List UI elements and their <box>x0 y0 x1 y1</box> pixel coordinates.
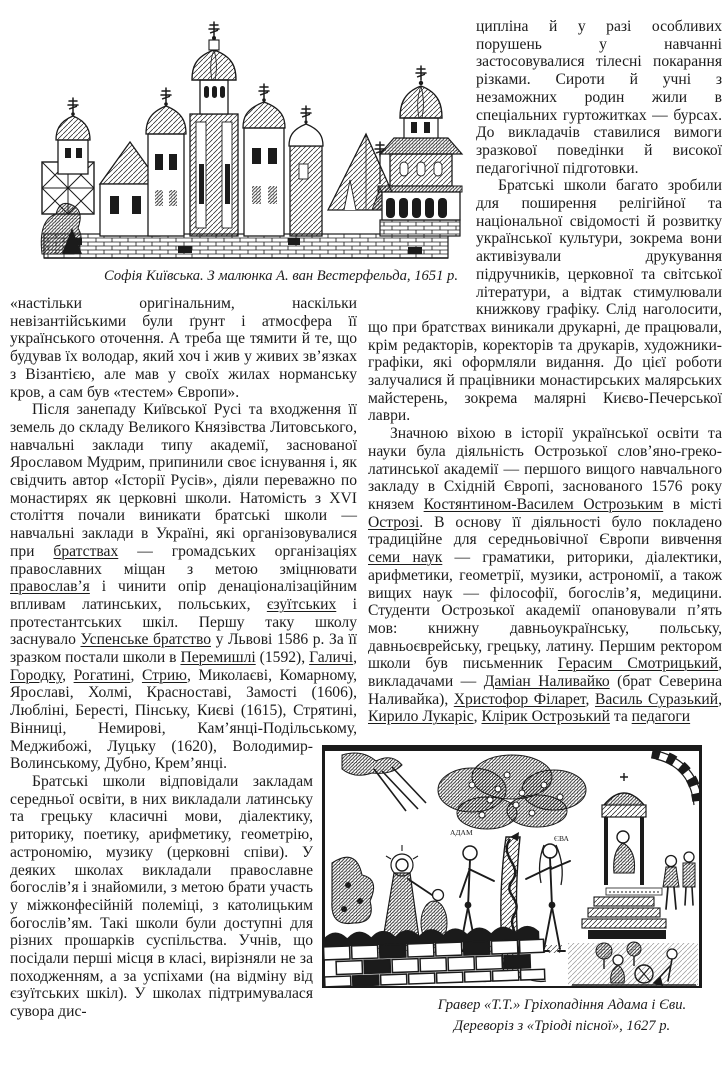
underlined-term: педагоги <box>631 708 691 726</box>
text-run: (1592), <box>255 649 310 667</box>
text-run: — громадських організаціях православних міщан з метою зміцнювати <box>10 542 357 578</box>
underlined-term: Христофор Філарет <box>453 690 586 708</box>
underlined-term: Костянтином-Василем Острозьким <box>423 495 664 513</box>
text-run: — граматики, риторики, діалектики, арифметики, геометрії, музики, астрономії, а також вищих наук — філософії, богослів’я, медицини. Студенти Острозької академії опановували п’ять мов: книжну давньоукраїнську, польську, давньоєврейську, грецьку, латину. Першим ректором школи був письменник <box>368 549 722 673</box>
paragraph <box>10 401 357 773</box>
text-run: і протестантських шкіл. Першу таку школу заснувало <box>10 595 357 649</box>
text-run: Значною віхою в історії української освіти та науки була діяльність Острозької слов’яно-греко-латинської академії — першого вищого навчального закладу в Східній Європі, заснованого 1576 року князем <box>368 425 722 513</box>
underlined-term: Рогатині <box>73 666 131 684</box>
paragraph <box>10 773 357 1021</box>
text-run: , Миколаєві, Комарному, Ярославі, Холмі, Красноставі, Замості (1606), Любліні, Бересті, Пінську, Києві (1615), Стрятині, Вінниці, Немирові, Кам’янці-Подільському, Меджибожі, Луцьку (1620), Володимир-Волинському, Дубно, Крем’янці. <box>10 666 358 773</box>
underlined-term: Городку <box>10 666 63 684</box>
text-run: у Львові 1586 р. За її зразком постали школи в <box>10 631 357 667</box>
text-run: , <box>585 690 595 708</box>
text-run: . В основу її діяльності було покладено традиційне для середньовічної Європи вивчення <box>368 513 722 549</box>
figure-caption-sofia: Софія Київська. З малюнка А. ван Вестерфельда, 1651 р. <box>104 268 458 284</box>
text-run: Після занепаду Київської Русі та входження її земель до складу Великого Князівства Литовського, навчальні заклади типу академії, заснованої Ярославом Мудрим, припинили своє існування і, як свідчить автор «Історії Русів», діяли переважно по монастирях як церковні школи. Натомість з XVI століття почали виникати братські школи — навчальні заклади в Україні, які організовувалися при <box>10 401 357 560</box>
underlined-term: Даміан Наливайко <box>483 673 610 691</box>
text-run: , <box>130 666 142 684</box>
right-text-column <box>368 18 722 758</box>
text-run: та <box>609 708 632 726</box>
underlined-term: єзуїтських <box>266 595 337 613</box>
text-run: (брат Северина Наливайка), <box>368 673 722 708</box>
left-column-paragraphs <box>10 295 357 1021</box>
text-run: Братські школи відповідали закладам середньої освіти, в них викладали латинську та грецьку класичні мови, діалектику, риторику, поетику, арифметику, геометрію, астрономію, музику (церковні співи). У деяких школах викладали православне богослів’я і знайомили, з метою брати участь у міжконфесійній полеміці, з католицьким богослів’ям. Такі школи були доступні для різних прошарків суспільства. Учнів, що посідали перші місця в класі, вирізняли не за походженням, а за успіхами (на відміну від єзуїтських шкіл). У школах підтримувалася сувора дис- <box>10 772 313 1021</box>
figure-caption-woodcut <box>395 995 728 1037</box>
text-run: , <box>718 690 723 708</box>
adam-eve-woodcut <box>322 745 702 988</box>
caption-line-2: Дереворіз з «Тріоді пісної», 1627 р. <box>453 1018 671 1034</box>
underlined-term: православ’я <box>10 578 90 596</box>
left-text-column <box>10 295 357 1061</box>
text-run: Братські школи багато зробили для поширення релігійної та національної свідомості й розвитку української культури, зокрема вони активізували друкування підручників, церковної та світської літератури, а відтак стимулювали книжкову графіку. Слід наголосити, що при братствах виникали друкарні, де працювали, крім редакторів, коректорів та друкарів, художники-графіки, які оформляли видання. До цієї роботи залучалися й працівники монастирських малярських майстерень, зокрема малярні Києво-Печерської лаври. <box>368 177 722 425</box>
text-run: і чинити опір денаціоналізаційним впливам латинських, польських, <box>10 578 357 613</box>
underlined-term: Стрию <box>141 666 187 684</box>
text-run: , <box>353 649 357 667</box>
underlined-term: Галичі <box>309 649 354 667</box>
adam-eve-woodcut-svg <box>322 745 702 988</box>
caption-line-1: Гравер «Т.Т.» Гріхопадіння Адама і Єви. <box>437 997 687 1013</box>
underlined-term: Перемишлі <box>180 649 256 667</box>
underlined-term: Успенське братство <box>80 631 211 649</box>
text-run: ципліна й у разі особливих порушень у навчанні застосовувалися тілесні покарання різками. Сироти й учні з незаможних родин жили в спеціальних гуртожитках — бурсах. До викладачів ставилися вимоги зразкової поведінки й високої педагогічної підготовки. <box>476 18 722 177</box>
underlined-term: Герасим Смотрицький <box>557 655 719 673</box>
underlined-term: семи наук <box>368 549 443 567</box>
text-run: , <box>62 666 74 684</box>
text-run: , <box>473 708 482 726</box>
engraved-label-eve: ЄВА <box>554 834 569 843</box>
text-run: в місті <box>663 495 722 513</box>
text-run: , викладачами — <box>368 655 723 691</box>
text-run: «настільки оригінальним, наскільки невізантійськими були ґрунт і атмосфера її українського оточення. А треба ще тямити й те, що будував їх володар, який хоч і жив у живих зв’язках з Візантією, але мав у своїх жилах норманську кров, а сам був «тестем» Європи». <box>10 295 357 401</box>
underlined-term: Кирило Лукаріс <box>368 708 474 726</box>
underlined-term: Клірик Острозький <box>481 708 610 726</box>
paragraph <box>10 295 357 401</box>
image-wrap-spacer <box>368 18 476 302</box>
engraved-label-adam: АДАМ <box>450 828 473 837</box>
underlined-term: братствах <box>53 542 119 560</box>
paragraph <box>368 425 722 726</box>
underlined-term: Острозі <box>368 513 420 531</box>
underlined-term: Василь Суразький <box>594 690 719 708</box>
